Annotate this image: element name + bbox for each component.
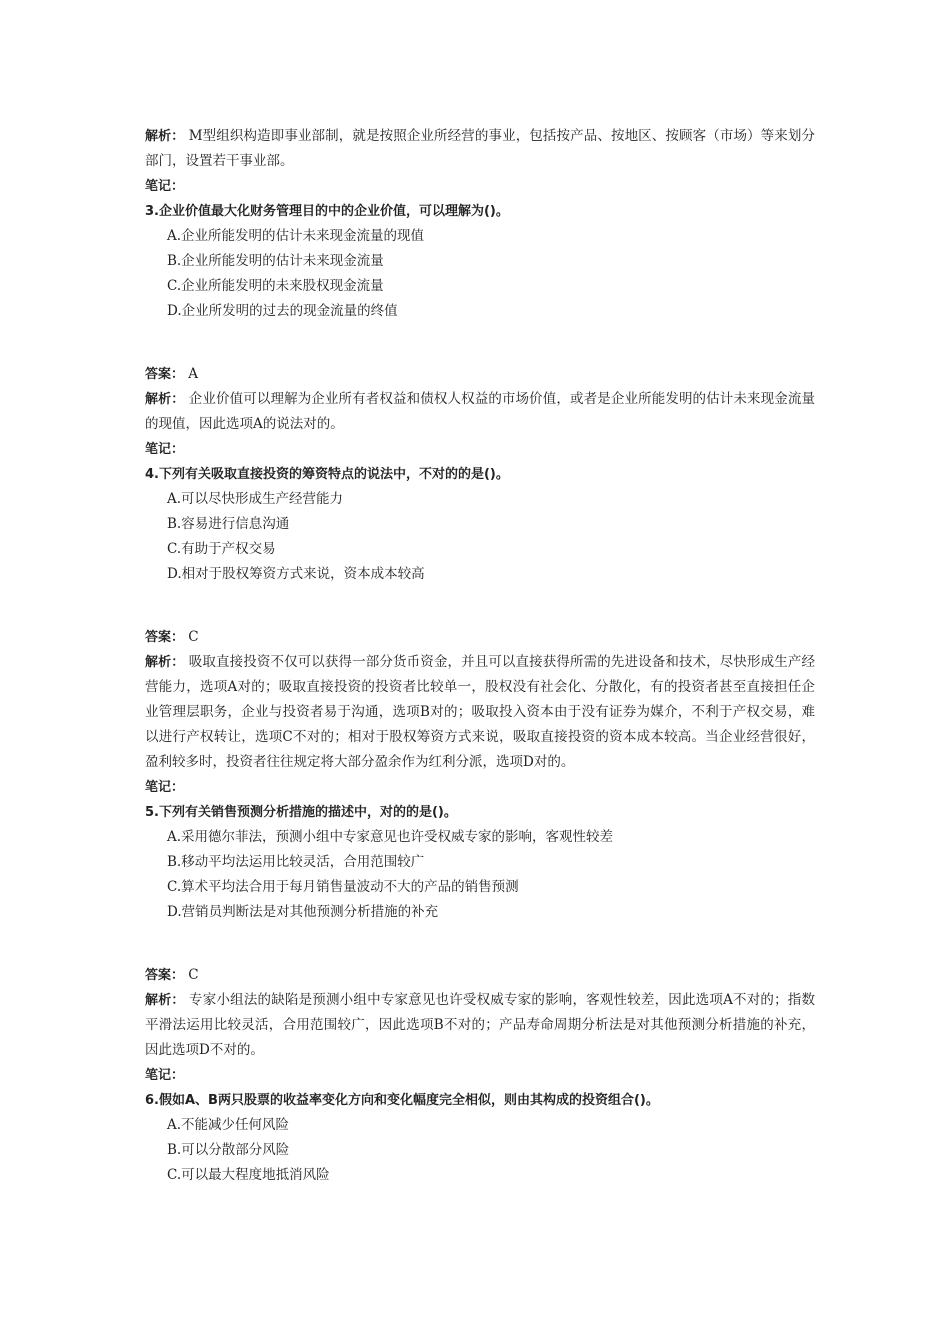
- q5-option-b: B.移动平均法运用比较灵活，合用范围较广: [167, 854, 425, 870]
- q5-option-d: D.营销员判断法是对其他预测分析措施的补充: [167, 904, 439, 920]
- q4-option-b: B.容易进行信息沟通: [167, 516, 290, 532]
- q3-answer-value: A: [184, 366, 199, 382]
- q4-title: 4.下列有关吸取直接投资的筹资特点的说法中，不对的的是()。: [145, 467, 509, 482]
- q5-title: 5.下列有关销售预测分析措施的描述中，对的的是()。: [145, 805, 457, 820]
- spacer: [145, 587, 815, 625]
- q5-answer: [145, 963, 815, 988]
- analysis-label: 解析：: [145, 392, 185, 407]
- analysis-label: 解析：: [145, 129, 185, 144]
- q5-analysis: [145, 988, 815, 1063]
- q4-analysis-text: 吸取直接投资不仅可以获得一部分货币资金，并且可以直接获得所需的先进设备和技术，尽快形成生产经营能力，选项A对的；吸取直接投资的投资者比较单一，股权没有社会化、分散化，有的投资者甚至直接担任企业管理层职务，企业与投资者易于沟通，选项B对的；吸取投入资本由于没有证券为媒介，不利于产权交易，难以进行产权转让，选项C不对的；相对于股权筹资方式来说，吸取直接投资的资本成本较高。当企业经营很好，盈利较多时，投资者往往规定将大部分盈余作为红利分派，选项D对的。: [145, 654, 815, 770]
- analysis-label: 解析：: [145, 993, 185, 1008]
- q5-option-c: C.算术平均法合用于每月销售量波动不大的产品的销售预测: [167, 879, 519, 895]
- q3-title: 3.企业价值最大化财务管理目的中的企业价值，可以理解为()。: [145, 204, 509, 219]
- q4-option-a: A.可以尽快形成生产经营能力: [167, 491, 344, 507]
- q4-analysis: [145, 650, 815, 775]
- q3-option-a: A.企业所能发明的估计未来现金流量的现值: [167, 228, 425, 244]
- notes-label: 笔记：: [145, 179, 185, 194]
- q3-notes: [145, 437, 815, 462]
- q3-answer: [145, 362, 815, 387]
- q6-title: 6.假如A、B两只股票的收益率变化方向和变化幅度完全相似，则由其构成的投资组合()。: [145, 1093, 659, 1108]
- q4-option-c: C.有助于产权交易: [167, 541, 276, 557]
- q2-analysis-text: M型组织构造即事业部制，就是按照企业所经营的事业，包括按产品、按地区、按顾客（市场）等来划分部门，设置若干事业部。: [145, 128, 815, 169]
- q3-option-d: D.企业所发明的过去的现金流量的终值: [167, 303, 398, 319]
- q4-answer-value: C: [184, 629, 199, 645]
- q3-analysis-text: 企业价值可以理解为企业所有者权益和债权人权益的市场价值，或者是企业所能发明的估计未来现金流量的现值，因此选项A的说法对的。: [145, 391, 815, 432]
- q2-notes: [145, 174, 815, 199]
- q6-option-c: C.可以最大程度地抵消风险: [167, 1167, 330, 1183]
- analysis-label: 解析：: [145, 655, 185, 670]
- answer-label: 答案：: [145, 630, 185, 645]
- document-page: [145, 124, 815, 1188]
- q5-notes: [145, 1063, 815, 1088]
- q5-answer-value: C: [184, 967, 199, 983]
- q6-option-a: A.不能减少任何风险: [167, 1117, 290, 1133]
- notes-label: 笔记：: [145, 780, 185, 795]
- answer-label: 答案：: [145, 367, 185, 382]
- q2-analysis: [145, 124, 815, 174]
- notes-label: 笔记：: [145, 442, 185, 457]
- q5-option-a: A.采用德尔菲法，预测小组中专家意见也许受权威专家的影响，客观性较差: [167, 829, 614, 845]
- q4-option-d: D.相对于股权筹资方式来说，资本成本较高: [167, 566, 425, 582]
- spacer: [145, 324, 815, 362]
- q4-answer: [145, 625, 815, 650]
- q5-analysis-text: 专家小组法的缺陷是预测小组中专家意见也许受权威专家的影响，客观性较差，因此选项A不对的；指数平滑法运用比较灵活，合用范围较广，因此选项B不对的；产品寿命周期分析法是对其他预测分析措施的补充，因此选项D不对的。: [145, 992, 815, 1058]
- q4-notes: [145, 775, 815, 800]
- answer-label: 答案：: [145, 968, 185, 983]
- q3-option-b: B.企业所能发明的估计未来现金流量: [167, 253, 384, 269]
- spacer: [145, 925, 815, 963]
- q3-option-c: C.企业所能发明的未来股权现金流量: [167, 278, 384, 294]
- notes-label: 笔记：: [145, 1068, 185, 1083]
- q3-analysis: [145, 387, 815, 437]
- q6-option-b: B.可以分散部分风险: [167, 1142, 290, 1158]
